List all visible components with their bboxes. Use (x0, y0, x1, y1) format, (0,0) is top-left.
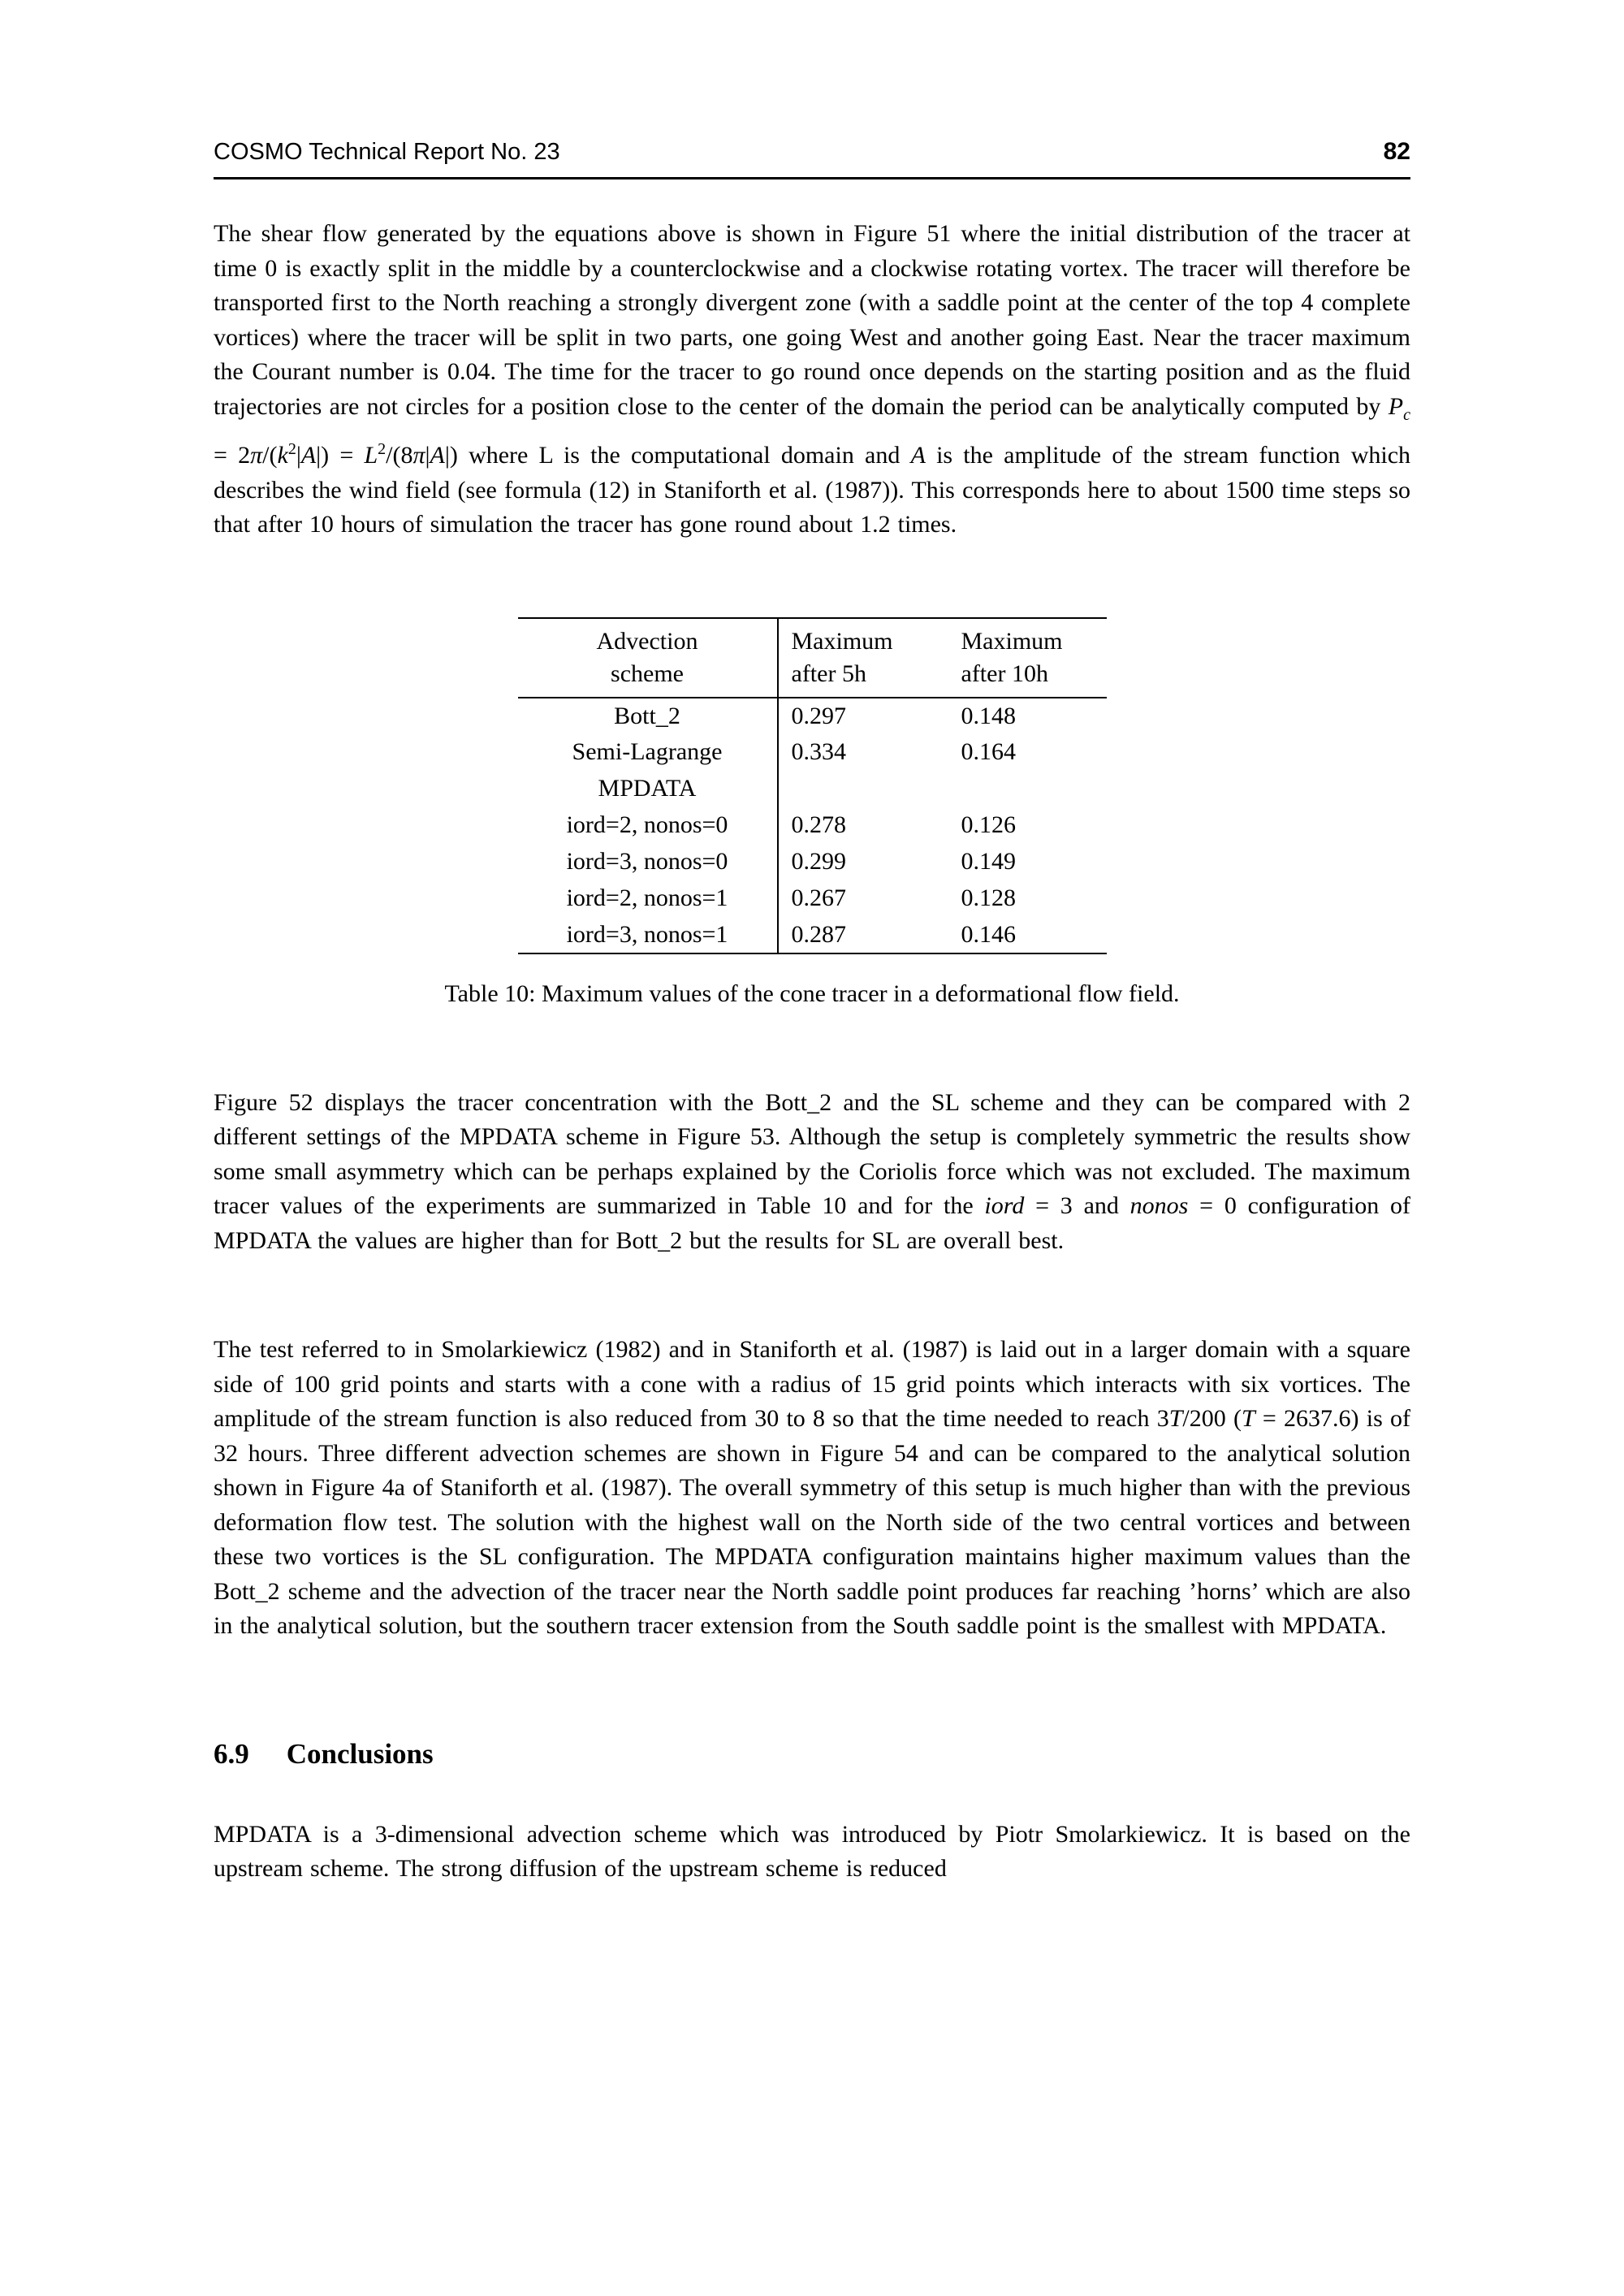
page-content (214, 0, 1410, 1887)
max10h-cell: 0.128 (961, 884, 1016, 911)
table-row (518, 917, 1107, 953)
max10h-cell: 0.164 (961, 738, 1016, 765)
max5h-cell: 0.334 (791, 738, 846, 765)
max10h-cell (948, 771, 1107, 807)
max10h-cell: 0.146 (961, 920, 1016, 948)
max10h-cell: 0.149 (961, 848, 1016, 875)
section-number: 6.9 (214, 1737, 249, 1770)
scheme-cell: iord=2, nonos=0 (518, 807, 778, 844)
scheme-cell: iord=3, nonos=0 (518, 844, 778, 880)
table-row (518, 698, 1107, 734)
paragraph-figure-52: Figure 52 displays the tracer concentration with the Bott_2 and the SL scheme and they can be compared with 2 different settings of the MPDATA scheme in Figure 53. Although the setup is completely symmetric the results show some small asymmetry which can be perhaps explained by the Coriolis force which was not excluded. The maximum tracer values of the experiments are summarized in Table 10 and for the iord = 3 and nonos = 0 configuration of MPDATA the values are higher than for Bott_2 but the results for SL are overall best. (214, 1088, 1410, 1254)
table-container (214, 617, 1410, 954)
running-header (214, 138, 1410, 179)
section-title: Conclusions (286, 1737, 434, 1770)
max5h-cell (778, 771, 948, 807)
table-row (518, 807, 1107, 844)
paragraph-shear-flow: The shear flow generated by the equations above is shown in Figure 51 where the initial distribution of the tracer at time 0 is exactly split in the middle by a counterclockwise and a clockwise rotating vortex. The tracer will therefore be transported first to the North reaching a strongly divergent zone (with a saddle point at the center of the top 4 complete vortices) where the tracer will be split in two parts, one going West and another going East. Near the tracer maximum the Courant number is 0.04. The time for the tracer to go round once depends on the starting position and as the fluid trajectories are not circles for a position close to the center of the domain the period can be analytically computed by $P_c = 2\pi/(k^2|A|) = L^2/(8\pi|A|)$ where L is the computational domain and A is the amplitude of the stream function which describes the wind field (see formula (12) in Staniforth et al. (1987)). This corresponds here to about 1500 time steps so that after 10 hours of simulation the tracer has gone round about 1.2 times. (214, 220, 1411, 538)
page-number: 82 (1383, 138, 1410, 165)
max5h-cell: 0.297 (791, 702, 846, 729)
scheme-cell: MPDATA (518, 771, 778, 807)
table-row (518, 880, 1107, 917)
report-title: COSMO Technical Report No. 23 (214, 139, 560, 165)
scheme-cell: iord=3, nonos=1 (518, 917, 778, 953)
scheme-cell: Bott_2 (518, 698, 778, 734)
table-row (518, 844, 1107, 880)
max5h-cell: 0.267 (791, 884, 846, 911)
scheme-cell: Semi-Lagrange (518, 734, 778, 771)
table-caption: Table 10: Maximum values of the cone tracer in a deformational flow field. (444, 979, 1180, 1007)
header-cell-scheme (518, 618, 778, 698)
max5h-cell: 0.299 (791, 848, 846, 875)
header-cell-max10h (948, 618, 1107, 698)
table-header-row (518, 618, 1107, 698)
paragraph-conclusions-intro: MPDATA is a 3-dimensional advection scheme which was introduced by Piotr Smolarkiewicz. It is based on the upstream scheme. The strong diffusion of the upstream scheme is reduced (214, 1820, 1410, 1882)
table-header (518, 618, 1107, 698)
header-max10h-line1: Maximum (961, 627, 1063, 655)
header-scheme-line1: Advection (596, 627, 698, 655)
header-max5h-line2: after 5h (791, 659, 866, 687)
header-scheme-line2: scheme (611, 659, 684, 687)
header-cell-max5h (778, 618, 948, 698)
paragraph-smolarkiewicz-test: The test referred to in Smolarkiewicz (1982) and in Staniforth et al. (1987) is laid out in a larger domain with a square side of 100 grid points and starts with a cone with a radius of 15 grid points which interacts with six vortices. The amplitude of the stream function is also reduced from 30 to 8 so that the time needed to reach 3T/200 (T = 2637.6) is of 32 hours. Three different advection schemes are shown in Figure 54 and can be compared to the analytical solution shown in Figure 4a of Staniforth et al. (1987). The overall symmetry of this setup is much higher than with the previous deformation flow test. The solution with the highest wall on the North side of the two central vortices and between these two vortices is the SL configuration. The MPDATA configuration maintains higher maximum values than the Bott_2 scheme and the advection of the tracer near the North saddle point produces far reaching ’horns’ which are also in the analytical solution, but the southern tracer extension from the South saddle point is the smallest with MPDATA. (214, 1336, 1410, 1639)
header-max10h-line2: after 10h (961, 659, 1048, 687)
header-max5h-line1: Maximum (791, 627, 893, 655)
scheme-cell: iord=2, nonos=1 (518, 880, 778, 917)
max10h-cell: 0.148 (961, 702, 1016, 729)
table-body (518, 698, 1107, 953)
results-table (518, 617, 1107, 954)
max5h-cell: 0.287 (791, 920, 846, 948)
max5h-cell: 0.278 (791, 811, 846, 838)
max10h-cell: 0.126 (961, 811, 1016, 838)
table-row (518, 771, 1107, 807)
table-row (518, 734, 1107, 771)
section-heading (214, 1738, 1410, 1771)
